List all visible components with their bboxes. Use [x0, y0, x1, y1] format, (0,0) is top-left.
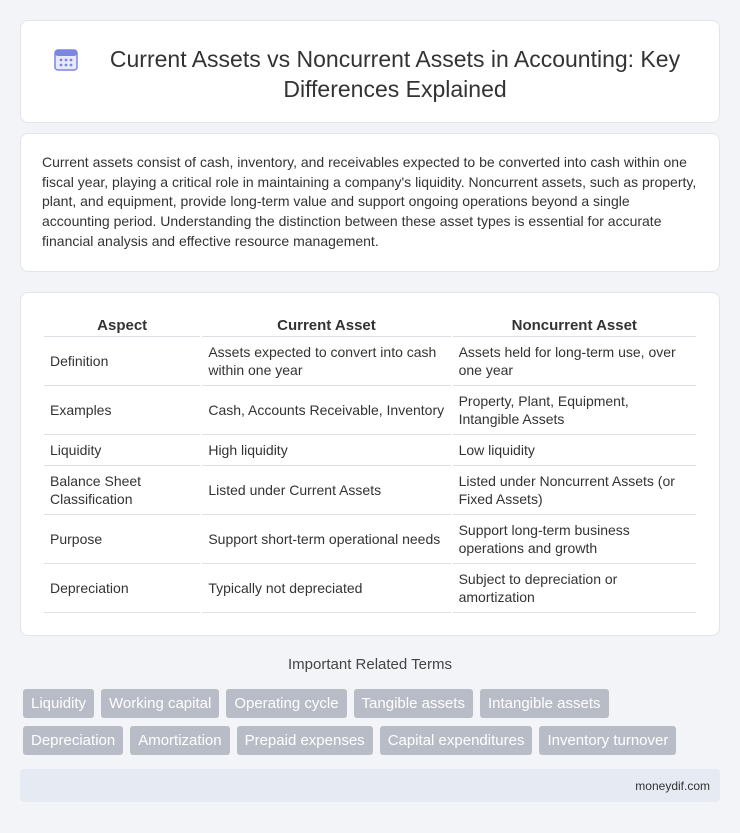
cell-current: Listed under Current Assets — [202, 466, 450, 515]
table-row — [44, 435, 696, 466]
tag-capital-expenditures[interactable]: Capital expenditures — [380, 726, 533, 755]
footer-site-link[interactable]: moneydif.com — [635, 779, 710, 793]
cell-noncurrent: Assets held for long-term use, over one year — [453, 337, 696, 386]
tag-operating-cycle[interactable]: Operating cycle — [226, 689, 346, 718]
tag-working-capital[interactable]: Working capital — [101, 689, 219, 718]
title-card — [20, 20, 720, 123]
cell-current: High liquidity — [202, 435, 450, 466]
cell-noncurrent: Subject to depreciation or amortization — [453, 564, 696, 613]
cell-aspect: Liquidity — [44, 435, 200, 466]
header-current-asset: Current Asset — [202, 315, 450, 337]
intro-card — [20, 133, 720, 272]
cell-current: Support short-term operational needs — [202, 515, 450, 564]
cell-aspect: Definition — [44, 337, 200, 386]
cell-current: Cash, Accounts Receivable, Inventory — [202, 386, 450, 435]
table-row — [44, 386, 696, 435]
related-terms-row — [23, 726, 723, 755]
tag-amortization[interactable]: Amortization — [130, 726, 229, 755]
cell-aspect: Examples — [44, 386, 200, 435]
cell-noncurrent: Property, Plant, Equipment, Intangible Assets — [453, 386, 696, 435]
header-noncurrent-asset: Noncurrent Asset — [453, 315, 696, 337]
tag-depreciation[interactable]: Depreciation — [23, 726, 123, 755]
tag-intangible-assets[interactable]: Intangible assets — [480, 689, 609, 718]
table-header-row — [44, 315, 696, 337]
cell-aspect: Depreciation — [44, 564, 200, 613]
table-row — [44, 564, 696, 613]
tag-prepaid-expenses[interactable]: Prepaid expenses — [237, 726, 373, 755]
cell-aspect: Purpose — [44, 515, 200, 564]
cell-noncurrent: Low liquidity — [453, 435, 696, 466]
table-row — [44, 466, 696, 515]
related-terms-row — [23, 689, 723, 718]
cell-noncurrent: Listed under Noncurrent Assets (or Fixed Assets) — [453, 466, 696, 515]
tag-liquidity[interactable]: Liquidity — [23, 689, 94, 718]
header-aspect: Aspect — [44, 315, 200, 337]
tag-inventory-turnover[interactable]: Inventory turnover — [539, 726, 676, 755]
cell-current: Typically not depreciated — [202, 564, 450, 613]
table-row — [44, 515, 696, 564]
cell-noncurrent: Support long-term business operations and growth — [453, 515, 696, 564]
related-terms-title: Important Related Terms — [288, 656, 452, 673]
cell-current: Assets expected to convert into cash within one year — [202, 337, 450, 386]
page-title: Current Assets vs Noncurrent Assets in Accounting: Key Differences Explained — [109, 46, 681, 102]
table-row — [44, 337, 696, 386]
intro-paragraph: Current assets consist of cash, inventory, and receivables expected to be converted into cash within one fiscal year, playing a critical role in maintaining a company's liquidity. Noncurrent assets, such as property, plant, and equipment, provide long-term value and support ongoing operations beyond a single accounting period. Understanding the distinction between these asset types is essential for accurate financial analysis and effective resource management. — [42, 154, 697, 249]
footer — [20, 769, 720, 802]
tag-tangible-assets[interactable]: Tangible assets — [354, 689, 473, 718]
comparison-table — [42, 315, 698, 613]
calendar-icon — [53, 46, 79, 72]
cell-aspect: Balance Sheet Classification — [44, 466, 200, 515]
comparison-table-card — [20, 292, 720, 636]
